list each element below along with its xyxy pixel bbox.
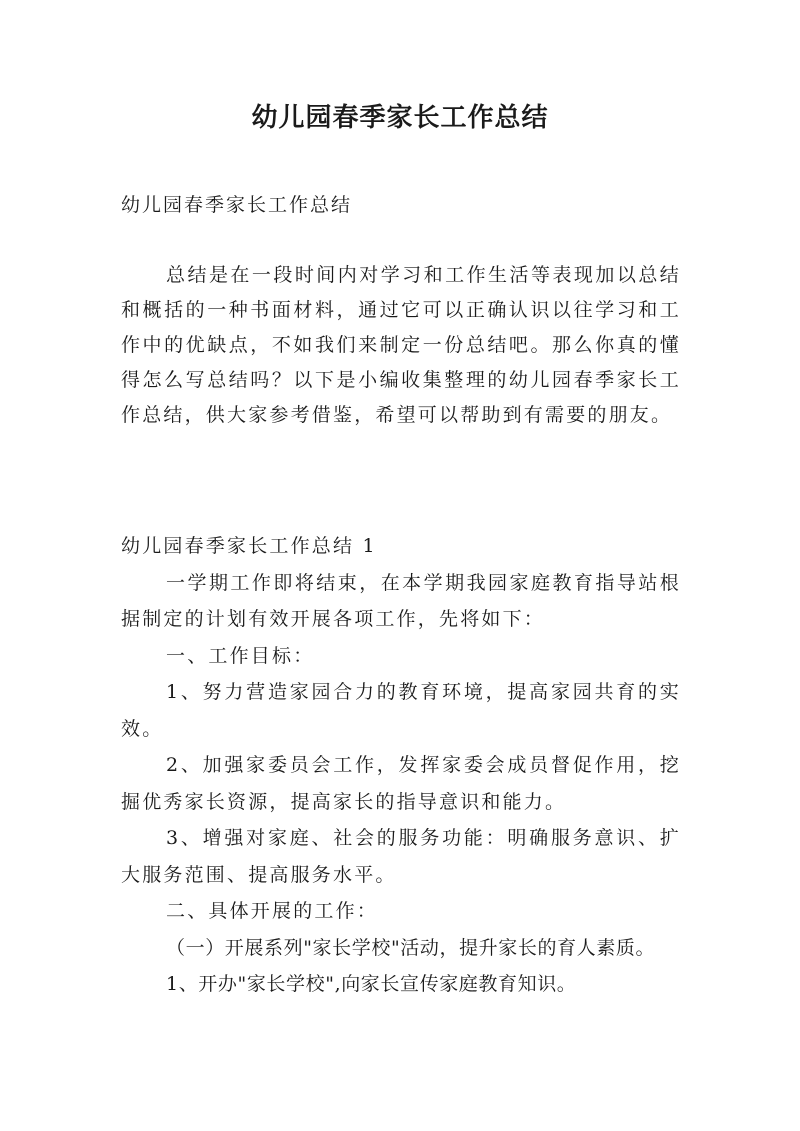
section-1 bbox=[121, 528, 681, 1003]
goal-item-1: 1、努力营造家园合力的教育环境，提高家园共育的实效。 bbox=[121, 681, 681, 740]
work-subheading-1: （一）开展系列"家长学校"活动，提升家长的育人素质。 bbox=[166, 936, 656, 959]
document-title: 幼儿园春季家长工作总结 bbox=[251, 103, 549, 133]
goal-item-3: 3、增强对家庭、社会的服务功能：明确服务意识、扩大服务范围、提高服务水平。 bbox=[121, 827, 681, 886]
work-item-1: 1、开办"家长学校",向家长宣传家庭教育知识。 bbox=[166, 973, 577, 995]
paragraph-opening: 一学期工作即将结束，在本学期我园家庭教育指导站根据制定的计划有效开展各项工作，先将如下： bbox=[121, 571, 681, 630]
heading-work-goals: 一、工作目标： bbox=[166, 644, 315, 667]
intro-paragraph: 总结是在一段时间内对学习和工作生活等表现加以总结和概括的一种书面材料，通过它可以正确认识以往学习和工作中的优缺点，不如我们来制定一份总结吧。那么你真的懂得怎么写总结吗？以下是小编收集整理的幼儿园春季家长工作总结，供大家参考借鉴，希望可以帮助到有需要的朋友。 bbox=[121, 264, 681, 426]
heading-specific-work: 二、具体开展的工作： bbox=[166, 900, 379, 922]
section-heading: 幼儿园春季家长工作总结 1 bbox=[121, 535, 377, 557]
document-subtitle: 幼儿园春季家长工作总结 bbox=[121, 194, 353, 216]
goal-item-2: 2、加强家委员会工作，发挥家委会成员督促作用，挖掘优秀家长资源，提高家长的指导意识和能力。 bbox=[121, 754, 681, 813]
